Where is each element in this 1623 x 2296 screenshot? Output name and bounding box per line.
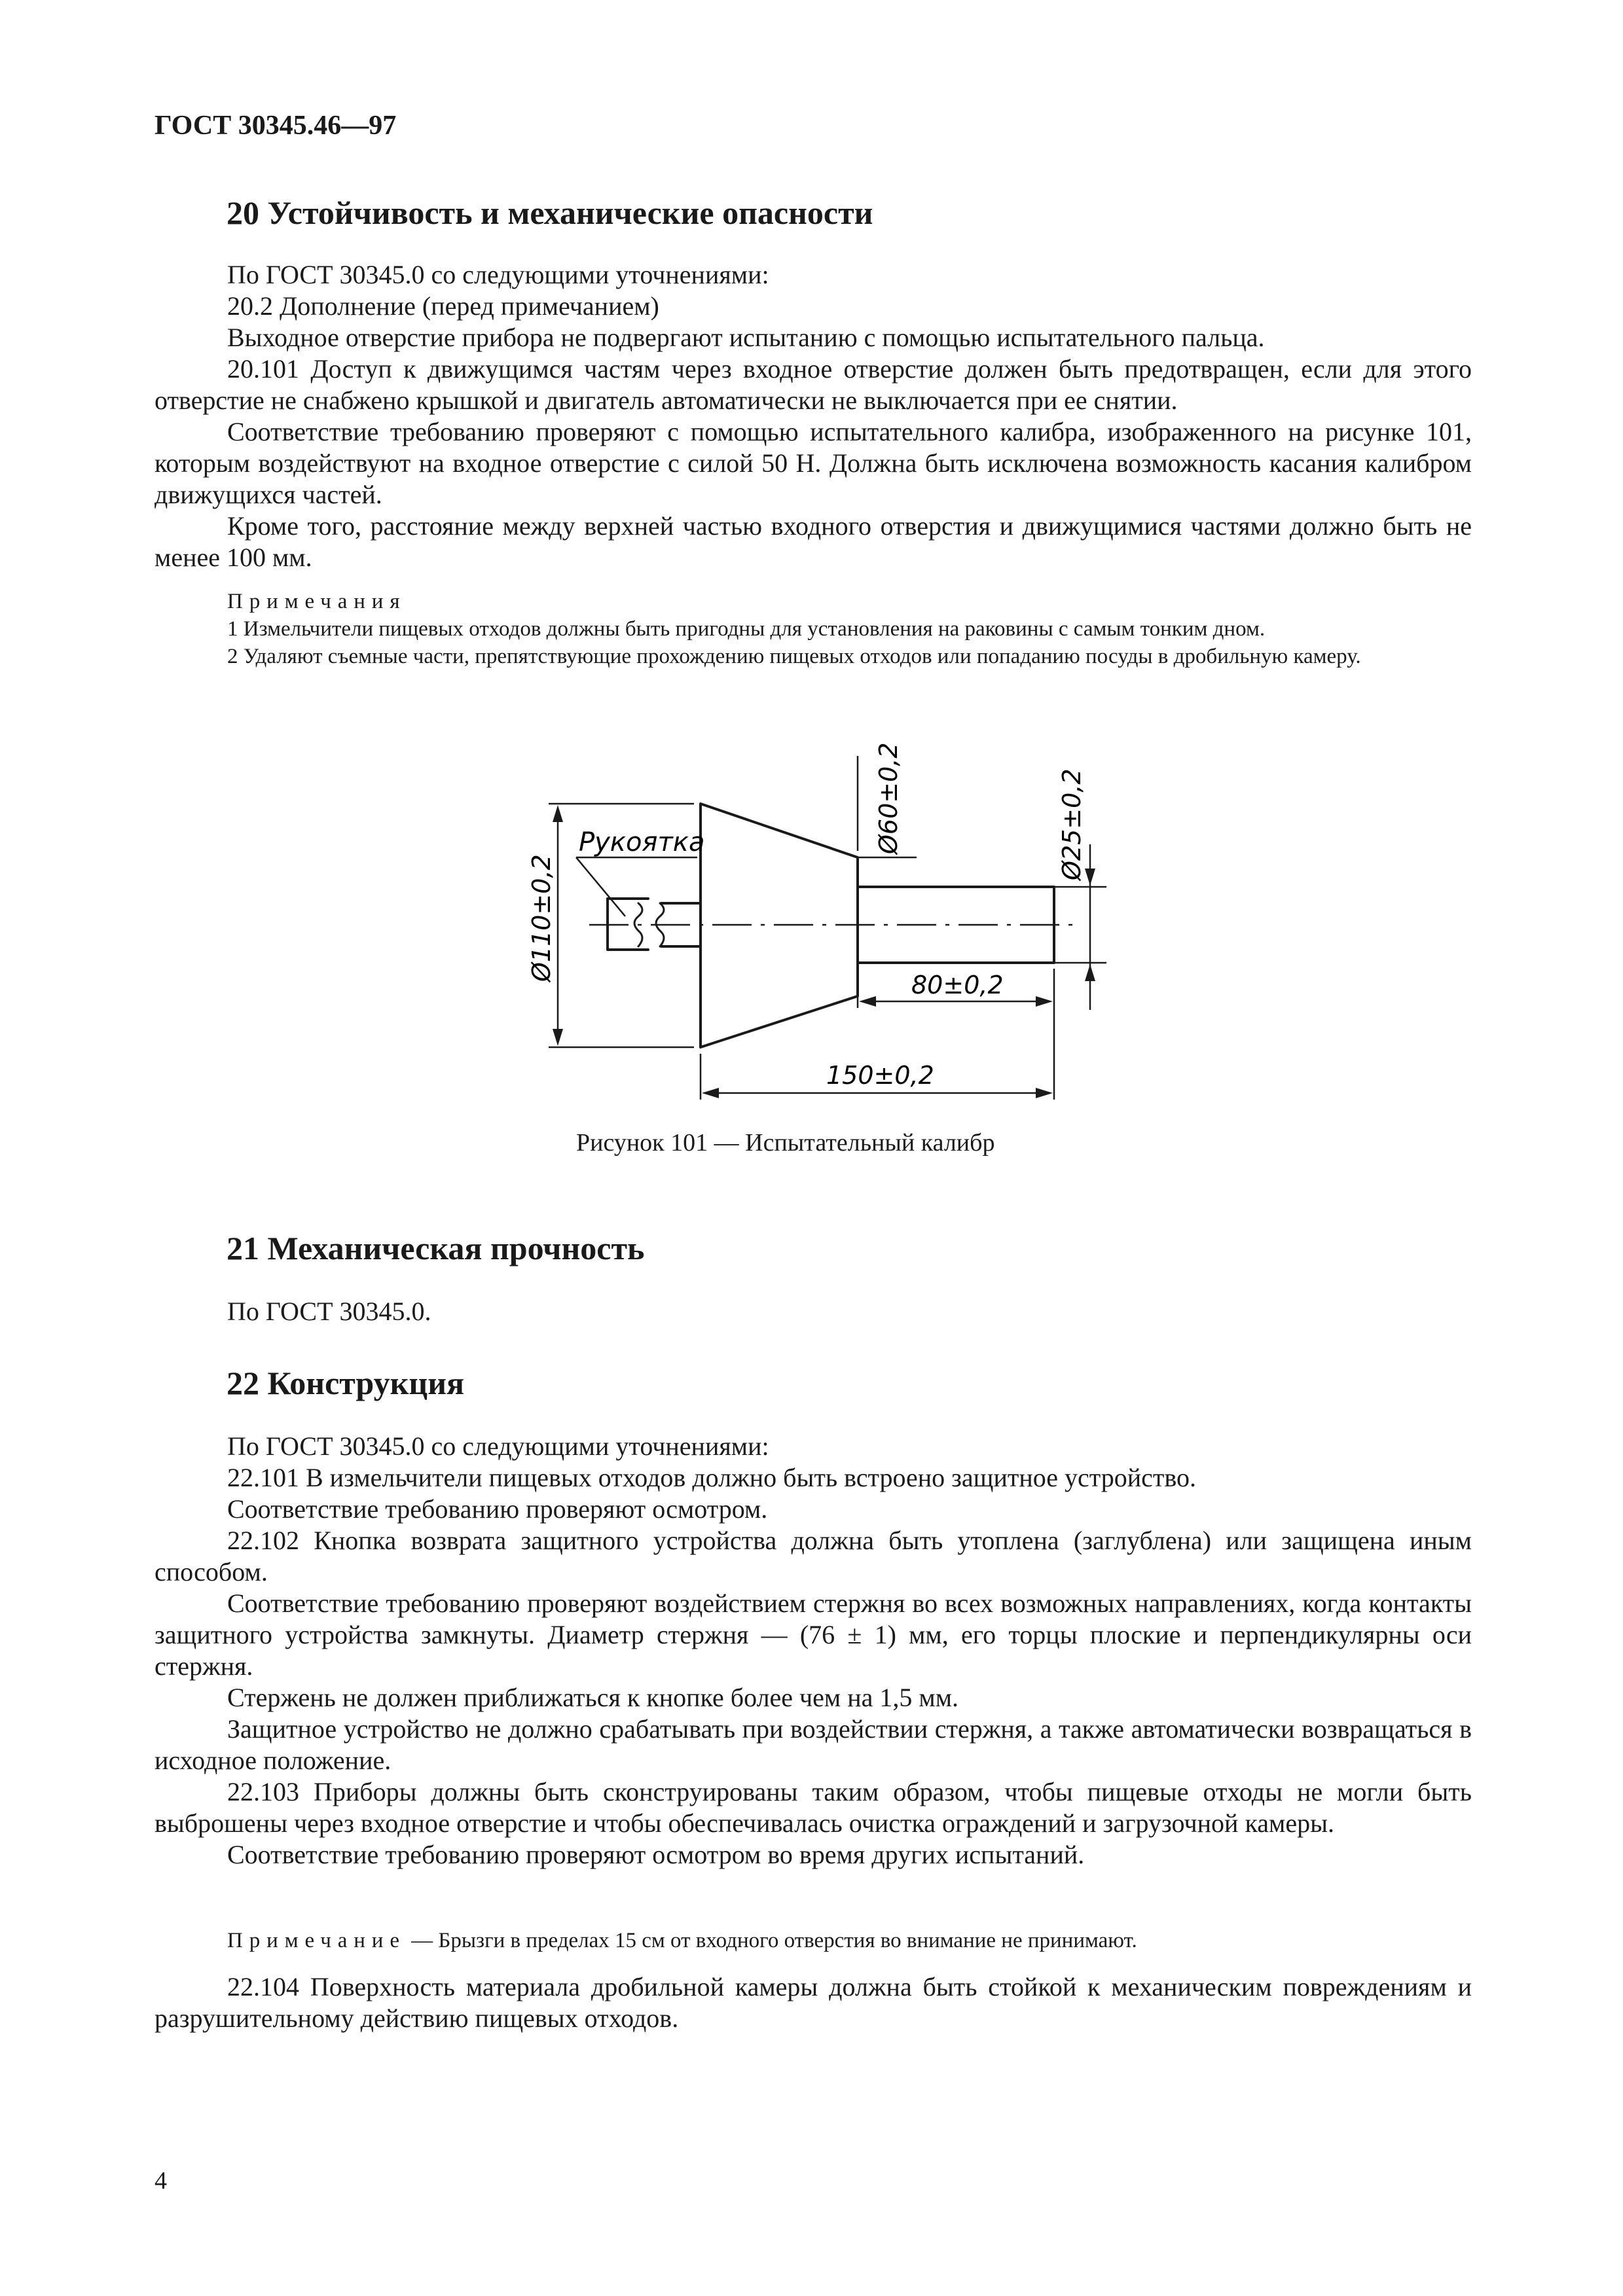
paragraph: Соответствие требованию проверяют с помощью испытательного калибра, изображенного на рисунке 101, которым воздействуют на входное отверстие с силой 50 Н. Должна быть исключена возможность касания калибром движущихся частей.: [155, 417, 1472, 509]
dim-d110-label: Ø110±0,2: [527, 854, 556, 982]
section-20-title: 20 Устойчивость и механические опасности: [227, 194, 873, 231]
paragraph: По ГОСТ 30345.0 со следующими уточнениями:: [227, 1431, 769, 1461]
paragraph: Выходное отверстие прибора не подвергают испытанию с помощью испытательного пальца.: [227, 323, 1265, 352]
section-21-title: 21 Механическая прочность: [227, 1230, 645, 1266]
paragraph: 22.101 В измельчители пищевых отходов должно быть встроено защитное устройство.: [227, 1463, 1196, 1492]
notes-title: Примечания: [227, 590, 407, 613]
section-21-body: [155, 1296, 1472, 1327]
handle-label: Рукоятка: [579, 827, 705, 857]
note-label: Примечание: [227, 1929, 406, 1952]
paragraph: По ГОСТ 30345.0 со следующими уточнениями:: [227, 260, 769, 289]
page-number: 4: [155, 2167, 167, 2195]
paragraph: Соответствие требованию проверяют осмотром во время других испытаний.: [227, 1840, 1085, 1869]
section-22-body: [155, 1431, 1472, 1871]
dim-150-label: 150±0,2: [826, 1061, 934, 1090]
paragraph: Защитное устройство не должно срабатывать при воздействии стержня, а также автоматически возвращаться в исходное положение.: [155, 1714, 1472, 1775]
figure-caption: Рисунок 101 — Испытательный калибр: [576, 1129, 995, 1157]
paragraph: 20.2 Дополнение (перед примечанием): [227, 291, 659, 321]
note-text: — Брызги в пределах 15 см от входного отверстия во внимание не принимают.: [405, 1929, 1137, 1952]
dim-d25-label: Ø25±0,2: [1057, 768, 1086, 880]
section-22-title: 22 Конструкция: [227, 1365, 465, 1401]
paragraph: 22.102 Кнопка возврата защитного устройства должна быть утоплена (заглублена) или защищена иным способом.: [155, 1526, 1472, 1587]
paragraph: 22.104 Поверхность материала дробильной камеры должна быть стойкой к механическим повреждениям и разрушительному действию пищевых отходов.: [155, 1972, 1472, 2033]
paragraph: Кроме того, расстояние между верхней частью входного отверстия и движущимися частями должно быть не менее 100 мм.: [155, 511, 1472, 572]
paragraph: Соответствие требованию проверяют воздействием стержня во всех возможных направлениях, когда контакты защитного устройства замкнуты. Диаметр стержня — (76 ± 1) мм, его торцы плоские и перпендикулярны оси стержня.: [155, 1588, 1472, 1681]
note-item: 2 Удаляют съемные части, препятствующие прохождению пищевых отходов или попаданию посуды в дробильную камеру.: [227, 645, 1361, 668]
paragraph: По ГОСТ 30345.0.: [227, 1297, 431, 1326]
paragraph: Стержень не должен приближаться к кнопке более чем на 1,5 мм.: [227, 1683, 959, 1712]
note-item: 1 Измельчители пищевых отходов должны быть пригодны для установления на раковины с самым тонким дном.: [227, 617, 1266, 641]
section-22-note: [155, 1927, 1472, 1954]
section-22-final: [155, 1971, 1472, 2034]
paragraph: 22.103 Приборы должны быть сконструированы таким образом, чтобы пищевые отходы не могли быть выброшены через входное отверстие и чтобы обеспечивалась очистка ограждений и загрузочной камеры.: [155, 1777, 1472, 1838]
document-header: ГОСТ 30345.46—97: [155, 111, 397, 141]
dim-d60-label: Ø60±0,2: [874, 742, 903, 854]
dim-80-label: 80±0,2: [911, 971, 1004, 999]
paragraph: Соответствие требованию проверяют осмотром.: [227, 1494, 768, 1524]
note-item: [155, 1927, 1472, 1954]
paragraph: 20.101 Доступ к движущимся частям через входное отверстие должен быть предотвращен, если для этого отверстие не снабжено крышкой и двигатель автоматически не выключается при ее снятии.: [155, 354, 1472, 415]
